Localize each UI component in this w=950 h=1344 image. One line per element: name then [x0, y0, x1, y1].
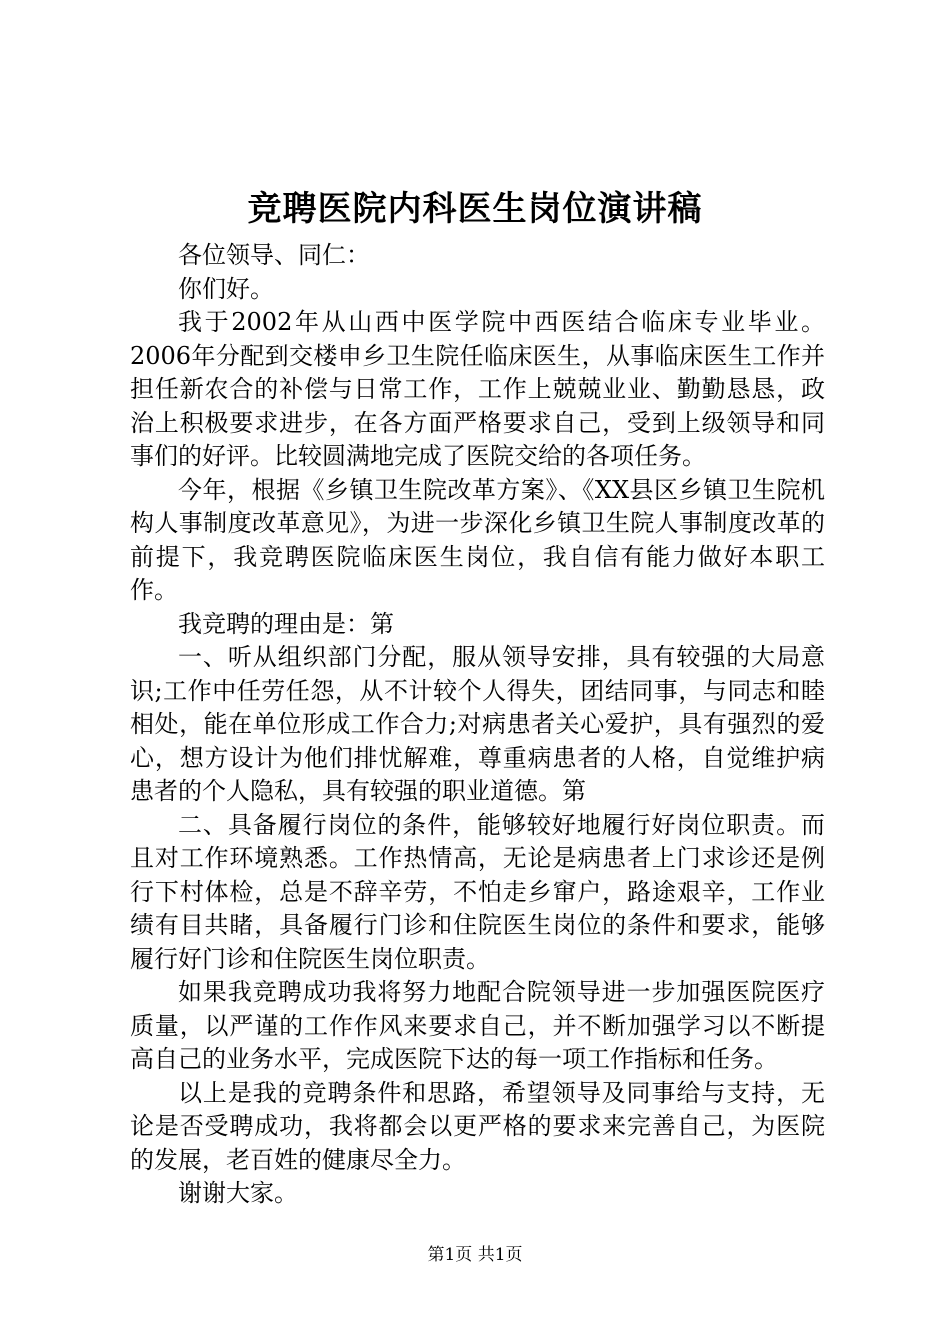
paragraph-reasons-intro: 我竞聘的理由是：第: [178, 609, 394, 638]
paragraph-commitment: 如果我竞聘成功我将努力地配合院领导进一步加强医院医疗质量，以严谨的工作作风来要求自己，并不断加强学习以不断提高自己的业务水平，完成医院下达的每一项工作指标和任务。: [130, 978, 825, 1073]
paragraph-background: 我于2002年从山西中医学院中西医结合临床专业毕业。2006年分配到交楼申乡卫生院任临床医生，从事临床医生工作并担任新农合的补偿与日常工作，工作上兢兢业业、勤勤恳恳，政治上积极要求进步，在各方面严格要求自己，受到上级领导和同事们的好评。比较圆满地完成了医院交给的各项任务。: [130, 308, 825, 470]
document-title: 竞聘医院内科医生岗位演讲稿: [247, 189, 703, 229]
paragraph-reason-two: 二、具备履行岗位的条件，能够较好地履行好岗位职责。而且对工作环境熟悉。工作热情高，无论是病患者上门求诊还是例行下村体检，总是不辞辛劳，不怕走乡窜户，路途艰辛，工作业绩有目共睹，具备履行门诊和住院医生岗位的条件和要求，能够履行好门诊和住院医生岗位职责。: [130, 810, 825, 973]
page-number-footer: 第1页 共1页: [427, 1245, 523, 1265]
paragraph-closing: 以上是我的竞聘条件和思路，希望领导及同事给与支持，无论是否受聘成功，我将都会以更严格的要求来完善自己，为医院的发展，老百姓的健康尽全力。: [130, 1078, 825, 1174]
thanks: 谢谢大家。: [178, 1179, 298, 1207]
salutation: 各位领导、同仁：: [178, 241, 370, 269]
paragraph-context: 今年，根据《乡镇卫生院改革方案》、《XX县区乡镇卫生院机构人事制度改革意见》，为进一步深化乡镇卫生院人事制度改革的前提下，我竞聘医院临床医生岗位，我自信有能力做好本职工作。: [130, 475, 825, 604]
document-body: [130, 239, 825, 1211]
greeting: 你们好。: [178, 274, 274, 303]
paragraph-reason-one: 一、听从组织部门分配，服从领导安排，具有较强的大局意识;工作中任劳任怨，从不计较个人得失，团结同事，与同志和睦相处，能在单位形成工作合力;对病患者关心爱护，具有强烈的爱心，想方设计为他们排忧解难，尊重病患者的人格，自觉维护病患者的个人隐私，具有较强的职业道德。第: [130, 643, 825, 805]
